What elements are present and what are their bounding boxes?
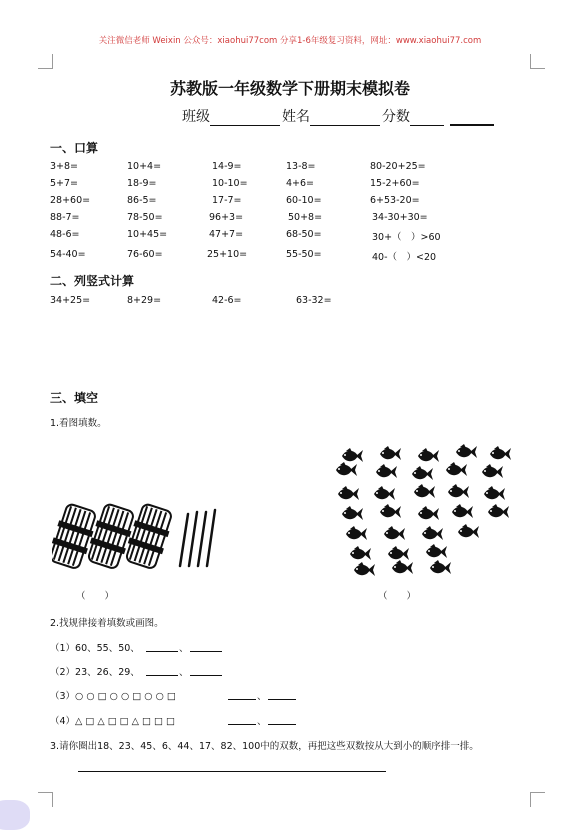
calc-cell: 34-30+30= <box>372 212 428 223</box>
vertical-calc-item: 34+25= <box>50 295 91 306</box>
answer-blank[interactable] <box>228 724 256 725</box>
answer-blank[interactable] <box>146 651 178 652</box>
calc-cell: 10+4= <box>127 161 162 172</box>
q1-answer-right[interactable]: （ ） <box>378 591 417 602</box>
calc-cell: 3+8= <box>50 161 79 172</box>
section1-heading: 一、口算 <box>50 141 99 155</box>
separator: 、 <box>179 643 189 654</box>
fish-icon <box>336 444 511 576</box>
calc-cell: 55-50= <box>286 249 322 260</box>
calc-cell: 47+7= <box>209 229 244 240</box>
calc-cell: 86-5= <box>127 195 157 206</box>
separator: 、 <box>257 691 267 702</box>
calc-cell: 50+8= <box>288 212 323 223</box>
class-label: 班级 <box>182 109 210 125</box>
page-title: 苏教版一年级数学下册期末模拟卷 <box>169 79 410 98</box>
calc-cell: 40-（ ）<20 <box>372 252 437 263</box>
name-blank[interactable] <box>310 111 380 126</box>
score-blank-2[interactable] <box>450 110 494 126</box>
vertical-calc-item: 42-6= <box>212 295 242 306</box>
calc-cell: 60-10= <box>286 195 322 206</box>
q3-answer-line[interactable] <box>78 771 386 772</box>
calc-cell: 80-20+25= <box>370 161 426 172</box>
calc-cell: 25+10= <box>207 249 248 260</box>
answer-blank[interactable] <box>268 699 296 700</box>
student-info-row <box>182 106 496 126</box>
separator: 、 <box>179 667 189 678</box>
calc-cell: 76-60= <box>127 249 163 260</box>
crop-mark-bottom-left <box>38 792 53 807</box>
calc-cell: 18-9= <box>127 178 157 189</box>
corner-decoration <box>0 800 30 830</box>
q1-text: 1.看图填数。 <box>50 418 107 429</box>
calc-cell: 78-50= <box>127 212 163 223</box>
calc-cell: 68-50= <box>286 229 322 240</box>
section2-heading: 二、列竖式计算 <box>50 274 135 288</box>
answer-blank[interactable] <box>190 651 222 652</box>
loose-sticks <box>180 510 215 566</box>
calc-cell: 10+45= <box>127 229 168 240</box>
q3-text: 3.请你圈出18、23、45、6、44、17、82、100中的双数，再把这些双数按从大到小的顺序排一排。 <box>50 741 479 752</box>
crop-mark-top-right <box>530 54 545 69</box>
q2-line-1: （1）60、55、50、 <box>50 643 140 654</box>
calc-cell: 4+6= <box>286 178 315 189</box>
answer-blank[interactable] <box>190 675 222 676</box>
q2-line-4: （4）△ □ △ □ □ △ □ □ □ <box>50 716 175 727</box>
q1-answer-left[interactable]: （ ） <box>76 591 115 602</box>
calc-cell: 13-8= <box>286 161 316 172</box>
calc-cell: 17-7= <box>212 195 242 206</box>
calc-cell: 10-10= <box>212 178 248 189</box>
section3-heading: 三、填空 <box>50 391 99 405</box>
score-blank[interactable] <box>410 111 444 126</box>
answer-blank[interactable] <box>146 675 178 676</box>
class-blank[interactable] <box>210 111 280 126</box>
separator: 、 <box>257 716 267 727</box>
crop-mark-top-left <box>38 54 53 69</box>
crop-mark-bottom-right <box>530 792 545 807</box>
name-label: 姓名 <box>282 109 310 125</box>
vertical-calc-item: 8+29= <box>127 295 162 306</box>
calc-cell: 28+60= <box>50 195 91 206</box>
calc-cell: 30+（ ）>60 <box>372 232 441 243</box>
calc-cell: 14-9= <box>212 161 242 172</box>
calc-cell: 48-6= <box>50 229 80 240</box>
stick-bundles-image <box>52 500 222 570</box>
q2-line-2: （2）23、26、29、 <box>50 667 140 678</box>
score-label: 分数 <box>382 109 410 125</box>
calc-cell: 54-40= <box>50 249 86 260</box>
calc-cell: 88-7= <box>50 212 80 223</box>
calc-cell: 96+3= <box>209 212 244 223</box>
q2-line-3: （3）○ ○ □ ○ ○ □ ○ ○ □ <box>50 691 176 702</box>
q2-text: 2.找规律接着填数或画图。 <box>50 618 164 629</box>
vertical-calc-item: 63-32= <box>296 295 332 306</box>
fish-group-image <box>330 442 520 582</box>
calc-cell: 5+7= <box>50 178 79 189</box>
answer-blank[interactable] <box>228 699 256 700</box>
answer-blank[interactable] <box>268 724 296 725</box>
header-note: 关注微信老师 Weixin 公众号：xiaohui77com 分享1-6年级复习资料，网址：www.xiaohui77.com <box>98 36 482 46</box>
calc-cell: 15-2+60= <box>370 178 420 189</box>
calc-cell: 6+53-20= <box>370 195 420 206</box>
